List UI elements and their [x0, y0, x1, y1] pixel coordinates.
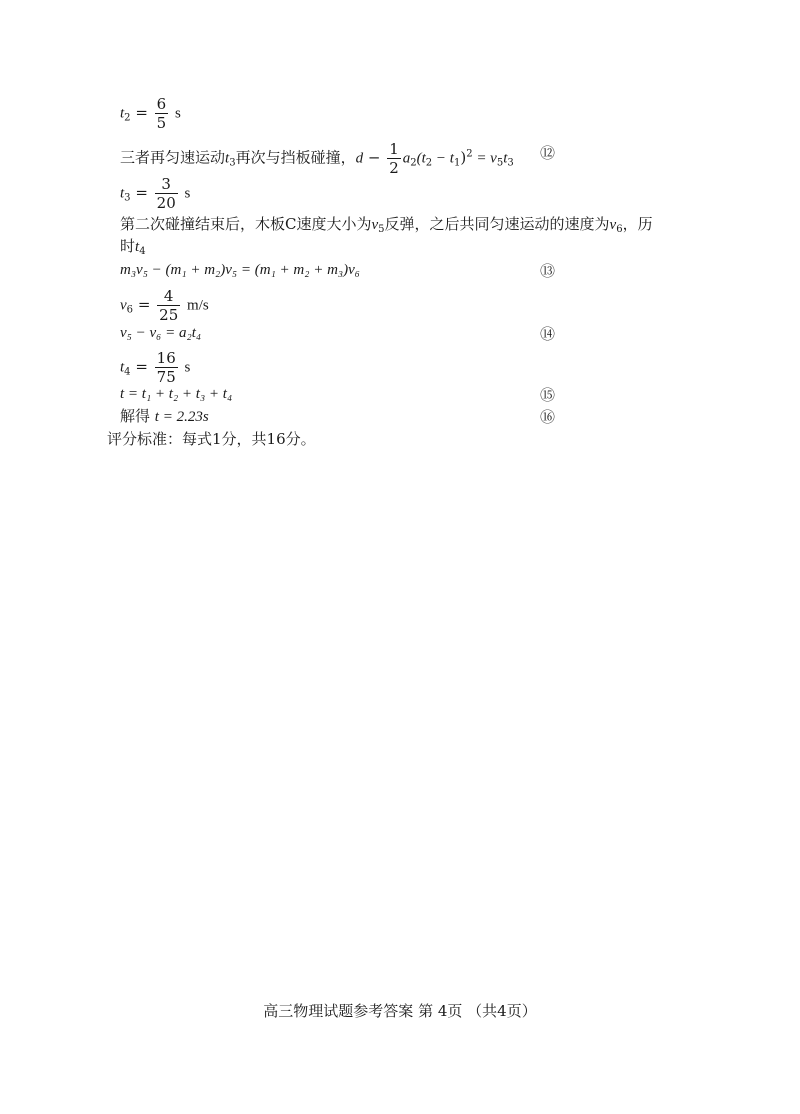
t1-sub-inline: 1	[453, 157, 461, 169]
duration-word: 时	[120, 237, 136, 255]
t3b-subscript: 3	[507, 157, 514, 169]
a-symbol: a	[402, 150, 411, 167]
v6-fraction	[157, 287, 180, 324]
t4-symbol: t	[135, 239, 140, 255]
page-footer: 高三物理试题参考答案 第 4页 （共4页）	[263, 1002, 537, 1020]
equation-number-13: ⑬	[540, 262, 556, 280]
v6-numerator: 4	[157, 287, 180, 306]
t-symbol: t	[503, 150, 508, 167]
t4-result: $t_4$ = $\frac{16}{75}$ s	[120, 349, 191, 386]
equation-number-16: ⑯	[540, 408, 556, 426]
t3-result: $t_3$ = $\frac{3}{20}$ s	[120, 175, 191, 212]
v6-label-sub: 6	[126, 304, 134, 316]
second-collision-text-a: 第二次碰撞结束后，木板C速度大小为	[120, 215, 372, 233]
v6-symbol: v	[609, 217, 617, 233]
a-subscript: 2	[410, 157, 417, 169]
v5-subscript: 5	[496, 157, 504, 169]
t3-symbol: t	[225, 150, 230, 167]
t2-denominator: 5	[156, 114, 167, 132]
half-denominator: 2	[389, 159, 399, 177]
collision-text-b: 再次与挡板碰撞，	[235, 148, 356, 167]
v6-label: v	[120, 297, 127, 314]
t3-denominator: 20	[156, 194, 176, 212]
v6-denominator: 25	[159, 306, 179, 324]
v6-result: $v_6$ = $\frac{4}{25}$ m/s	[120, 287, 209, 324]
momentum-equation: m₃v₅ − (m₁ + m₂)v₅ = (m₁ + m₂ + m₃)v₆	[120, 262, 360, 278]
scoring-criteria: 评分标准：每式1分，共16分。	[107, 430, 316, 448]
t2-sub-inline: 2	[425, 157, 433, 169]
close-paren: )	[460, 148, 467, 167]
t2-symbol: t	[120, 105, 125, 122]
second-collision-text-b: 反弹，之后共同匀速运动的速度为	[384, 215, 610, 233]
d-symbol: d	[355, 150, 364, 167]
t4-denominator: 75	[156, 368, 176, 386]
equation-number-12: ⑫	[540, 144, 556, 162]
t4-unit: s	[184, 359, 191, 376]
equation-number-14: ⑭	[540, 325, 556, 343]
minus-sign: −	[363, 148, 386, 167]
t3-label-sub: 3	[124, 192, 131, 204]
v5-sub: 5	[378, 224, 385, 235]
collision-equation-line	[120, 140, 514, 177]
v6-sub: 6	[616, 224, 623, 235]
t2-numerator: 6	[156, 95, 167, 113]
t2-unit: s	[174, 105, 181, 122]
second-collision-text	[120, 214, 653, 240]
t2-fraction	[155, 95, 169, 132]
minus-t: − t	[432, 150, 454, 167]
final-answer-label: 解得	[120, 407, 151, 425]
final-answer	[120, 406, 209, 427]
half-fraction	[387, 140, 401, 177]
t4-label-sub: 4	[124, 366, 131, 378]
t4-numerator: 16	[156, 349, 176, 367]
total-time-equation: t = t₁ + t₂ + t₃ + t₄	[120, 386, 233, 402]
t4-sub: 4	[139, 246, 146, 257]
t3-unit: s	[184, 185, 191, 202]
t3-numerator: 3	[155, 175, 178, 194]
t2-subscript: 2	[124, 112, 131, 124]
t3-subscript: 3	[229, 157, 236, 169]
square-exponent: 2	[466, 148, 473, 160]
second-collision-text-c: ，历	[622, 215, 653, 233]
equals-v: = v	[472, 150, 497, 167]
equation-number-15: ⑮	[540, 386, 556, 404]
final-answer-value: t = 2.23s	[154, 409, 209, 425]
t3-label: t	[120, 185, 125, 202]
t3-fraction	[155, 175, 178, 212]
t4-label: t	[120, 359, 125, 376]
t2-result: $t_2$ = $\frac{6}{5}$ s	[120, 95, 181, 132]
t4-fraction	[155, 349, 178, 386]
v5-symbol: v	[371, 217, 379, 233]
collision-text-a: 三者再匀速运动	[120, 148, 226, 167]
kinematics-equation: v₅ − v₆ = a₂t₄	[120, 325, 202, 341]
duration-text	[120, 236, 146, 262]
v6-unit: m/s	[187, 297, 209, 314]
half-numerator: 1	[389, 140, 399, 158]
paren-t: (t	[416, 150, 426, 167]
